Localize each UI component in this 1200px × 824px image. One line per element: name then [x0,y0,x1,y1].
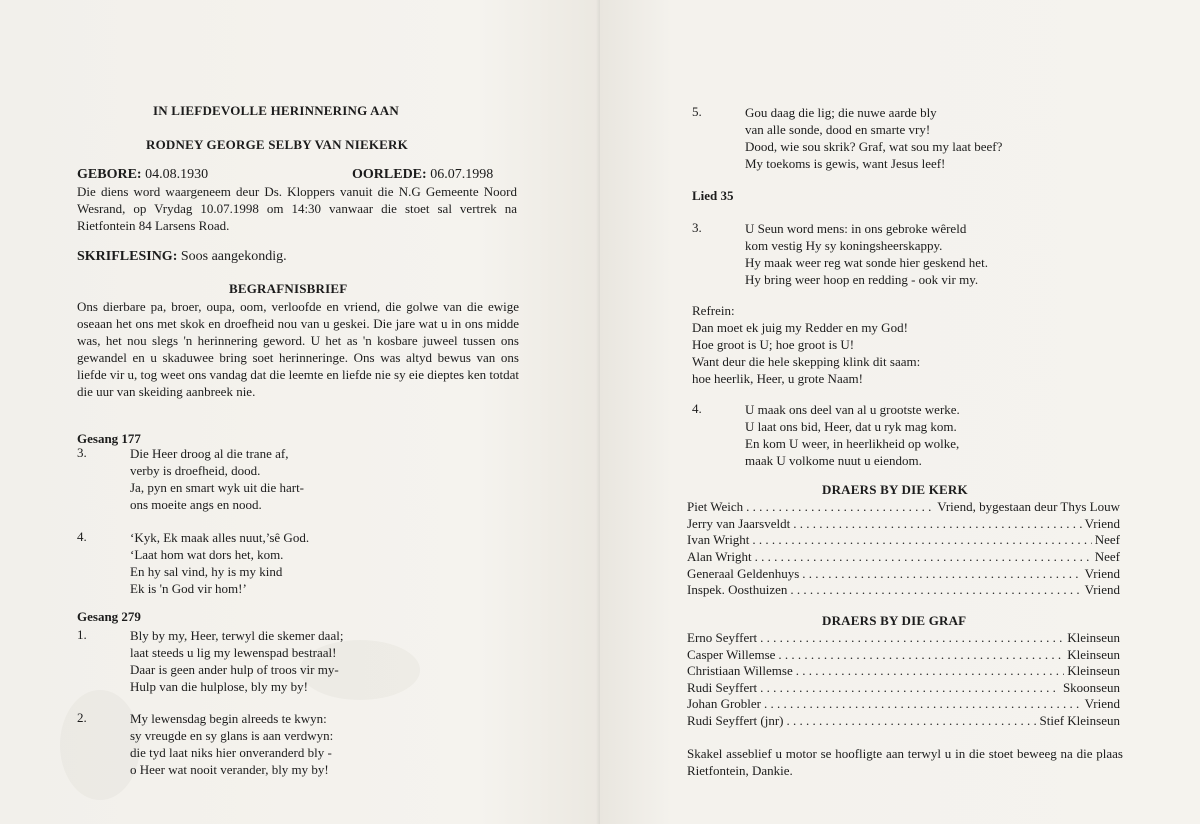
bearer-role: Stief Kleinseun [1039,713,1120,728]
verse-line: maak U volkome nuut u eiendom. [745,453,922,468]
verse-number: 2. [77,710,87,725]
verse-lines [130,529,309,597]
deceased-name: RODNEY GEORGE SELBY VAN NIEKERK [146,137,408,152]
leader-dots [752,531,1091,548]
verse-line: verby is droefheid, dood. [130,463,261,478]
leader-dots [790,581,1081,598]
bearer-role: Kleinseun [1067,630,1120,645]
verse-line: Hulp van die hulplose, bly my by! [130,679,309,694]
grave-bearers-title: DRAERS BY DIE GRAF [822,613,967,628]
church-bearers-title: DRAERS BY DIE KERK [822,482,968,497]
verse-lines [745,401,960,469]
bearer-name: Ivan Wright [687,532,750,547]
verse-line: Bly by my, Heer, terwyl die skemer daal; [130,628,344,643]
refrain-line: hoe heerlik, Heer, u grote Naam! [692,371,863,386]
bearer-name: Casper Willemse [687,647,776,662]
bearer-row [687,515,1120,532]
bearer-name: Johan Grobler [687,696,762,711]
paper-stain [60,690,140,800]
bearer-name: Erno Seyffert [687,630,758,645]
refrain-line: Hoe groot is U; hoe groot is U! [692,337,855,352]
closing-note: Skakel asseblief u motor se hoofligte aan terwyl u in die stoet beweeg na die plaas Rietfontein, Dankie. [687,746,1123,778]
service-details: Die diens word waargeneem deur Ds. Kloppers vanuit die N.G Gemeente Noord Wesrand, op Vrydag 10.07.1998 om 14:30 vanwaar die stoet sal vertrek na Rietfontein 84 Larsens Road. [77,184,517,233]
letter-text: Ons dierbare pa, broer, oupa, oom, verloofde en vriend, die golwe van die ewige oseaan het ons met skok en droefheid nou van u geskei. Die jare wat u in ons midde was, het nou slegs 'n herinnering geword. U het as 'n kosbare juweel tussen ons gewandel en u skaduwee bring soet herinneringe. Ons was altyd bewus van ons liefde vir u, tog weet ons vandag dat die leemte en liefde nie sy eie dieptes ken totdat die uur van skeiding aanbreek nie. [77,299,519,399]
verse-line: U maak ons deel van al u grootste werke. [745,402,960,417]
bearer-row [687,548,1120,565]
leader-dots [760,679,1060,696]
died-label: OORLEDE: [352,167,427,182]
verse-lines [130,710,333,778]
bearer-row [687,629,1120,646]
right-page [600,0,1200,824]
bearer-role: Vriend, bygestaan deur Thys Louw [937,499,1120,514]
verse-line: En hy sal vind, hy is my kind [130,564,283,579]
verse-line: Hy maak weer reg wat sonde hier geskend het. [745,255,988,270]
bearer-role: Kleinseun [1067,647,1120,662]
verse-number: 3. [692,220,702,235]
bearer-name: Rudi Seyffert [687,680,758,695]
reading-text: Soos aangekondig. [180,249,287,264]
bearer-row [687,679,1120,696]
hymn-title: Lied 35 [692,188,734,203]
death-line [352,166,493,183]
bearer-name: Christiaan Willemse [687,663,793,678]
bearer-role: Neef [1094,532,1120,547]
bearer-role: Kleinseun [1067,663,1120,678]
verse-line: laat steeds u lig my lewenspad bestraal! [130,645,337,660]
verse-line: Ek is 'n God vir hom!’ [130,581,247,596]
verse-number: 4. [77,529,87,544]
bearer-role: Vriend [1084,566,1120,581]
verse-line: My lewensdag begin alreeds te kwyn: [130,711,327,726]
scripture-reading [77,248,287,265]
verse-line: Dood, wie sou skrik? Graf, wat sou my laat beef? [745,139,1003,154]
leader-dots [760,629,1064,646]
verse-lines [745,220,988,288]
letter-title: BEGRAFNISBRIEF [229,281,348,296]
birth-line [77,166,208,183]
bearer-name: Rudi Seyffert (jnr) [687,713,784,728]
born-date: 04.08.1930 [145,167,209,182]
verse-number: 5. [692,104,702,119]
bearer-row [687,712,1120,729]
bearer-row [687,565,1120,582]
verse-line: My toekoms is gewis, want Jesus leef! [745,156,946,171]
bearer-role: Vriend [1084,516,1120,531]
verse-line: Gou daag die lig; die nuwe aarde bly [745,105,937,120]
verse-line: U laat ons bid, Heer, dat u ryk mag kom. [745,419,957,434]
bearer-row [687,581,1120,598]
bearer-role: Vriend [1084,696,1120,711]
reading-label: SKRIFLESING: [77,249,178,264]
verse-line: ‘Kyk, Ek maak alles nuut,’sê God. [130,530,310,545]
verse-line: En kom U weer, in heerlikheid op wolke, [745,436,960,451]
verse-line: Die Heer droog al die trane af, [130,446,289,461]
bearer-name: Inspek. Oosthuizen [687,582,788,597]
verse-lines [130,445,304,513]
leader-dots [787,712,1037,729]
verse-line: sy vreugde en sy glans is aan verdwyn: [130,728,334,743]
verse-number: 1. [77,627,87,642]
bearer-row [687,531,1120,548]
leader-dots [764,695,1082,712]
bearer-role: Skoonseun [1062,680,1120,695]
verse-line: Ja, pyn en smart wyk uit die hart- [130,480,305,495]
verse-lines [130,627,343,695]
died-date: 06.07.1998 [430,167,494,182]
leader-dots [755,548,1092,565]
verse-line: ‘Laat hom wat dors het, kom. [130,547,284,562]
hymn-title: Gesang 279 [77,609,141,624]
verse-line: U Seun word mens: in ons gebroke wêreld [745,221,967,236]
leader-dots [796,662,1065,679]
bearer-name: Jerry van Jaarsveldt [687,516,791,531]
verse-line: o Heer wat nooit verander, bly my by! [130,762,329,777]
verse-number: 4. [692,401,702,416]
verse-line: Hy bring weer hoop en redding - ook vir my. [745,272,979,287]
refrain-line: Dan moet ek juig my Redder en my God! [692,320,908,335]
verse-line: van alle sonde, dood en smarte vry! [745,122,931,137]
refrain [692,302,920,387]
verse-line: ons moeite angs en nood. [130,497,262,512]
born-label: GEBORE: [77,167,142,182]
verse-line: Daar is geen ander hulp of troos vir my- [130,662,339,677]
hymn-title: Gesang 177 [77,431,141,446]
bearer-row [687,695,1120,712]
memorial-title: IN LIEFDEVOLLE HERINNERING AAN [153,103,399,118]
leader-dots [793,515,1081,532]
leader-dots [802,565,1081,582]
leader-dots [746,498,934,515]
bearer-row [687,646,1120,663]
bearer-role: Vriend [1084,582,1120,597]
bearer-name: Alan Wright [687,549,752,564]
bearer-row [687,662,1120,679]
bearer-row [687,498,1120,515]
refrain-line: Want deur die hele skepping klink dit saam: [692,354,921,369]
verse-number: 3. [77,445,87,460]
verse-line: kom vestig Hy sy koningsheerskappy. [745,238,943,253]
bearer-name: Generaal Geldenhuys [687,566,800,581]
refrain-label: Refrein: [692,303,735,318]
leader-dots [778,646,1064,663]
bearer-name: Piet Weich [687,499,744,514]
bearer-role: Neef [1094,549,1120,564]
verse-line: die tyd laat niks hier onveranderd bly - [130,745,332,760]
verse-lines [745,104,1002,172]
